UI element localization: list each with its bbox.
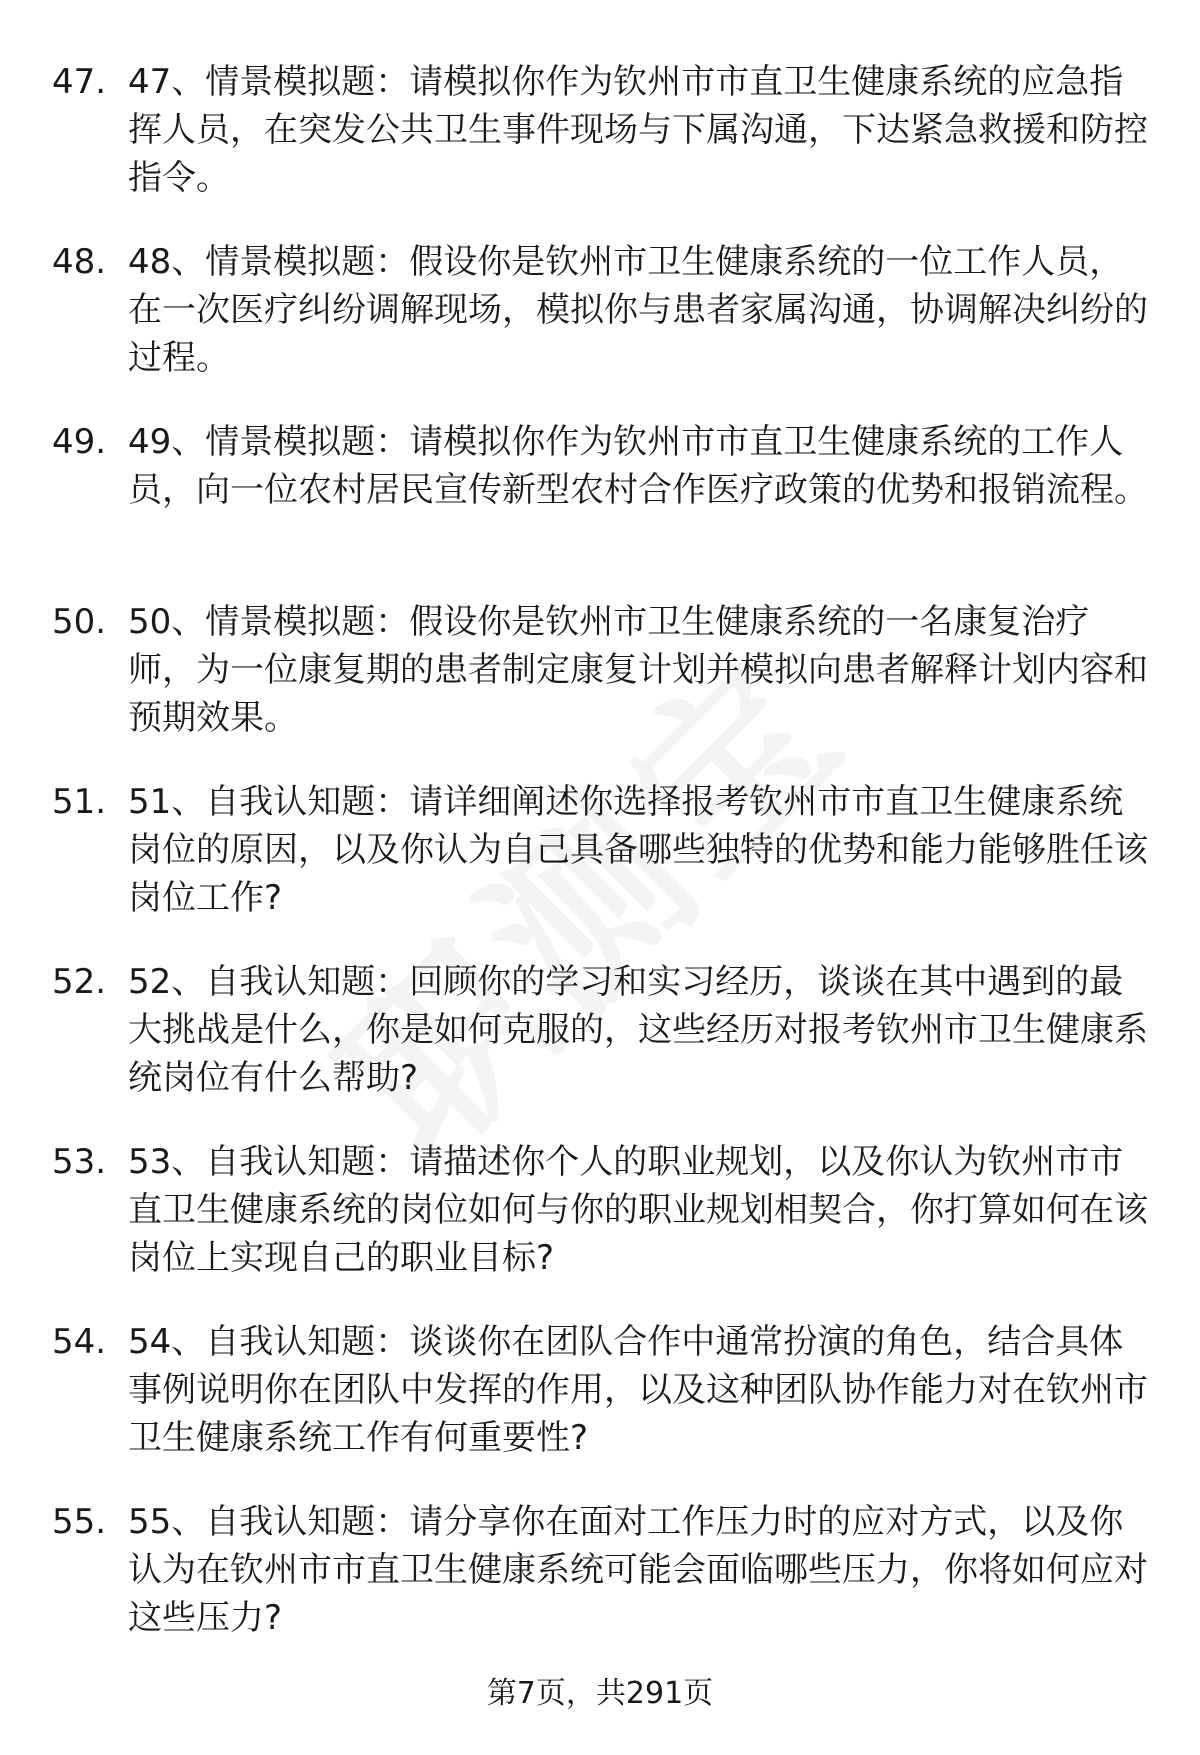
list-item [0,1318,1200,1498]
question-text: 49、情景模拟题：请模拟你作为钦州市市直卫生健康系统的工作人员，向一位农村居民宣传新型农村合作医疗政策的优势和报销流程。 [128,422,1148,510]
question-number: 54. [52,1322,107,1362]
list-item [0,1498,1200,1678]
list-item [0,778,1200,958]
list-item [0,58,1200,238]
question-text: 50、情景模拟题：假设你是钦州市卫生健康系统的一名康复治疗师，为一位康复期的患者制定康复计划并模拟向患者解释计划内容和预期效果。 [128,602,1148,738]
question-text: 47、情景模拟题：请模拟你作为钦州市市直卫生健康系统的应急指挥人员，在突发公共卫生事件现场与下属沟通，下达紧急救援和防控指令。 [128,62,1148,198]
question-text: 48、情景模拟题：假设你是钦州市卫生健康系统的一位工作人员，在一次医疗纠纷调解现场，模拟你与患者家属沟通，协调解决纠纷的过程。 [128,242,1148,378]
question-number: 55. [52,1502,107,1542]
list-item [0,1138,1200,1318]
list-item [0,418,1200,598]
list-item [0,958,1200,1138]
question-number: 50. [52,602,107,642]
question-list [0,58,1200,1678]
question-text: 51、自我认知题：请详细阐述你选择报考钦州市市直卫生健康系统岗位的原因，以及你认为自己具备哪些独特的优势和能力能够胜任该岗位工作? [128,782,1148,918]
question-number: 51. [52,782,107,822]
page-footer: 第7页，共291页 [486,1676,714,1711]
list-item [0,598,1200,778]
question-number: 48. [52,242,107,282]
list-item [0,238,1200,418]
question-number: 47. [52,62,107,102]
question-number: 53. [52,1142,107,1182]
question-number: 49. [52,422,107,462]
question-number: 52. [52,962,107,1002]
question-text: 54、自我认知题：谈谈你在团队合作中通常扮演的角色，结合具体事例说明你在团队中发挥的作用，以及这种团队协作能力对在钦州市卫生健康系统工作有何重要性? [128,1322,1148,1458]
question-text: 53、自我认知题：请描述你个人的职业规划，以及你认为钦州市市直卫生健康系统的岗位如何与你的职业规划相契合，你打算如何在该岗位上实现自己的职业目标? [128,1142,1148,1278]
question-text: 55、自我认知题：请分享你在面对工作压力时的应对方式，以及你认为在钦州市市直卫生健康系统可能会面临哪些压力，你将如何应对这些压力? [128,1502,1148,1638]
question-text: 52、自我认知题：回顾你的学习和实习经历，谈谈在其中遇到的最大挑战是什么，你是如何克服的，这些经历对报考钦州市卫生健康系统岗位有什么帮助? [128,962,1148,1098]
